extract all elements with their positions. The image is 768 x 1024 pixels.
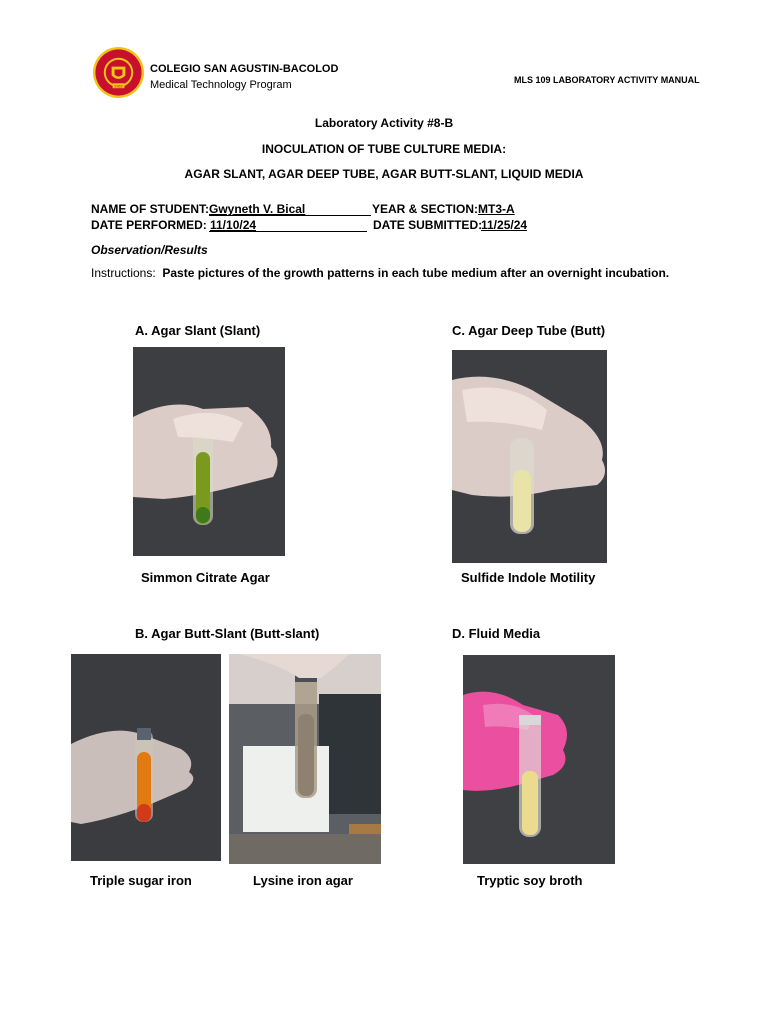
manual-title: MLS 109 LABORATORY ACTIVITY MANUAL	[514, 75, 700, 85]
photo-lysine-iron-agar	[229, 654, 381, 864]
observation-heading: Observation/Results	[91, 243, 208, 257]
caption-sulfide-indole-motility: Sulfide Indole Motility	[461, 570, 596, 585]
institution-name: COLEGIO SAN AGUSTIN-BACOLOD	[150, 63, 339, 75]
instructions	[91, 263, 677, 284]
year-section-label: YEAR & SECTION:	[372, 202, 479, 216]
caption-lysine-iron-agar: Lysine iron agar	[253, 873, 353, 888]
caption-triple-sugar-iron: Triple sugar iron	[90, 873, 192, 888]
section-c-title: C. Agar Deep Tube (Butt)	[452, 323, 606, 338]
student-name-value: Gwyneth V. Bical	[209, 202, 371, 216]
caption-simmon-citrate: Simmon Citrate Agar	[141, 570, 270, 585]
section-b-title: B. Agar Butt-Slant (Butt-slant)	[135, 626, 320, 641]
photo-sulfide-indole-motility	[452, 350, 607, 563]
date-performed-label: DATE PERFORMED:	[91, 218, 207, 232]
year-section-value: MT3-A	[478, 202, 515, 216]
date-submitted-label: DATE SUBMITTED:	[373, 218, 483, 232]
date-performed-value: 11/10/24	[209, 218, 367, 232]
program-name: Medical Technology Program	[150, 79, 292, 91]
media-list: AGAR SLANT, AGAR DEEP TUBE, AGAR BUTT-SLANT, LIQUID MEDIA	[184, 167, 584, 181]
college-logo	[92, 46, 145, 99]
activity-subtitle: INOCULATION OF TUBE CULTURE MEDIA:	[261, 142, 507, 156]
photo-triple-sugar-iron	[71, 654, 221, 861]
photo-tryptic-soy-broth	[463, 655, 615, 864]
student-name-label: NAME OF STUDENT:	[91, 202, 209, 216]
instructions-label: Instructions:	[91, 266, 156, 280]
instructions-text: Paste pictures of the growth patterns in each tube medium after an overnight incubation.	[162, 266, 670, 280]
section-d-title: D. Fluid Media	[452, 626, 541, 641]
activity-title: Laboratory Activity #8-B	[314, 116, 454, 130]
svg-text:1962: 1962	[114, 83, 123, 89]
photo-simmon-citrate	[133, 347, 285, 556]
date-submitted-value: 11/25/24	[481, 218, 528, 232]
section-a-title: A. Agar Slant (Slant)	[135, 323, 261, 338]
caption-tryptic-soy-broth: Tryptic soy broth	[477, 873, 583, 888]
